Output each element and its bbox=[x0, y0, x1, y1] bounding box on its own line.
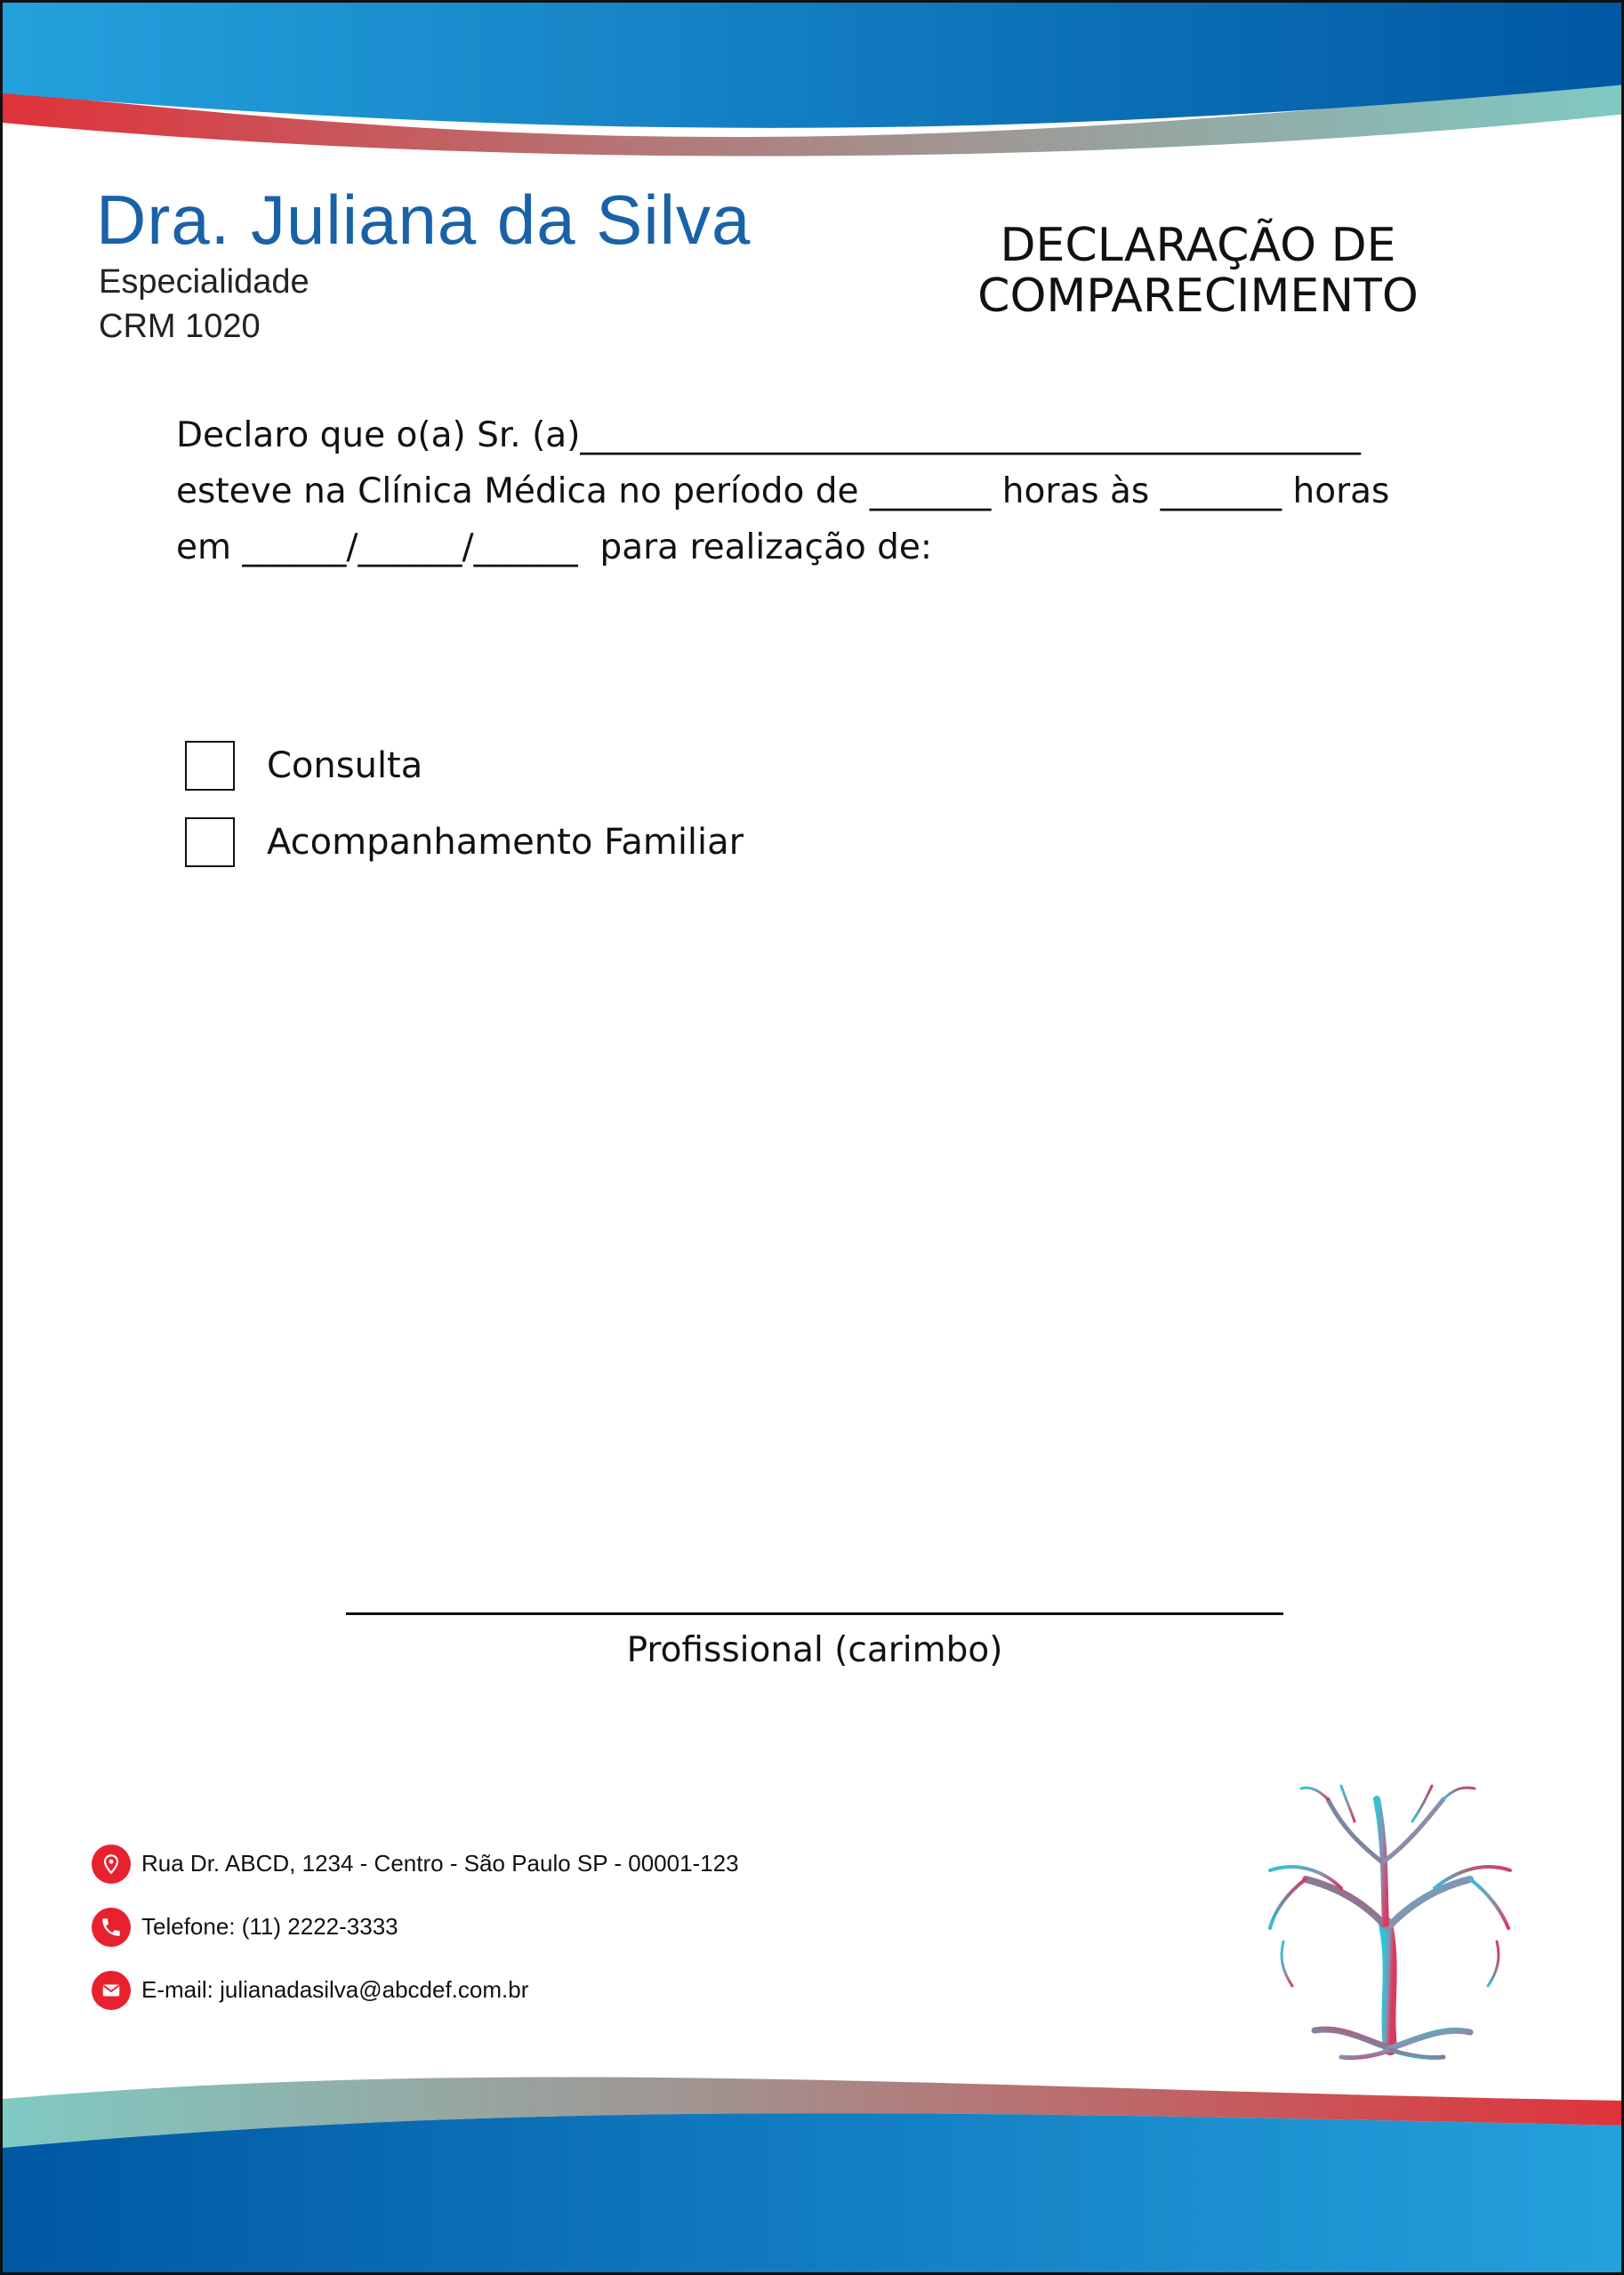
declaration-text bbox=[176, 407, 1457, 575]
document-title-line-2: COMPARECIMENTO bbox=[977, 269, 1419, 324]
acompanhamento-checkbox[interactable] bbox=[185, 817, 235, 867]
doctor-crm: CRM 1020 bbox=[99, 308, 261, 345]
phone-text: Telefone: (11) 2222-3333 bbox=[141, 1913, 398, 1940]
address-text: Rua Dr. ABCD, 1234 - Centro - São Paulo SP - 00001-123 bbox=[141, 1850, 739, 1877]
doctor-name: Dra. Juliana da Silva bbox=[96, 181, 752, 259]
mail-icon bbox=[92, 1971, 131, 2010]
signature-label: Profissional (carimbo) bbox=[626, 1630, 1003, 1670]
acompanhamento-label: Acompanhamento Familiar bbox=[267, 822, 744, 863]
footer-wave-decoration bbox=[3, 2063, 1624, 2272]
declaration-line-period: esteve na Clínica Médica no período de _______ horas às _______ horas bbox=[176, 471, 1390, 511]
contact-info bbox=[92, 1832, 739, 2022]
location-pin-icon bbox=[92, 1845, 131, 1884]
contact-phone bbox=[92, 1895, 739, 1958]
document-title-line-1: DECLARAÇÃO DE bbox=[1000, 219, 1396, 272]
consulta-checkbox[interactable] bbox=[185, 741, 235, 791]
consulta-label: Consulta bbox=[267, 745, 423, 786]
phone-icon bbox=[92, 1908, 131, 1947]
purpose-options bbox=[185, 728, 744, 880]
doctor-specialty: Especialidade bbox=[99, 263, 310, 301]
signature-line bbox=[346, 1612, 1283, 1615]
option-acompanhamento[interactable] bbox=[185, 804, 744, 880]
declaration-line-date: em ______/______/______ para realização de: bbox=[176, 527, 933, 567]
email-text: E-mail: julianadasilva@abcdef.com.br bbox=[141, 1976, 529, 2003]
header-wave-decoration bbox=[3, 3, 1624, 172]
contact-email bbox=[92, 1958, 739, 2022]
option-consulta[interactable] bbox=[185, 728, 744, 804]
contact-address bbox=[92, 1832, 739, 1895]
declaration-line-patient: Declaro que o(a) Sr. (a)_____________________________________________ bbox=[176, 415, 1361, 455]
tree-logo-icon bbox=[1243, 1773, 1537, 2066]
document-title bbox=[949, 221, 1447, 322]
